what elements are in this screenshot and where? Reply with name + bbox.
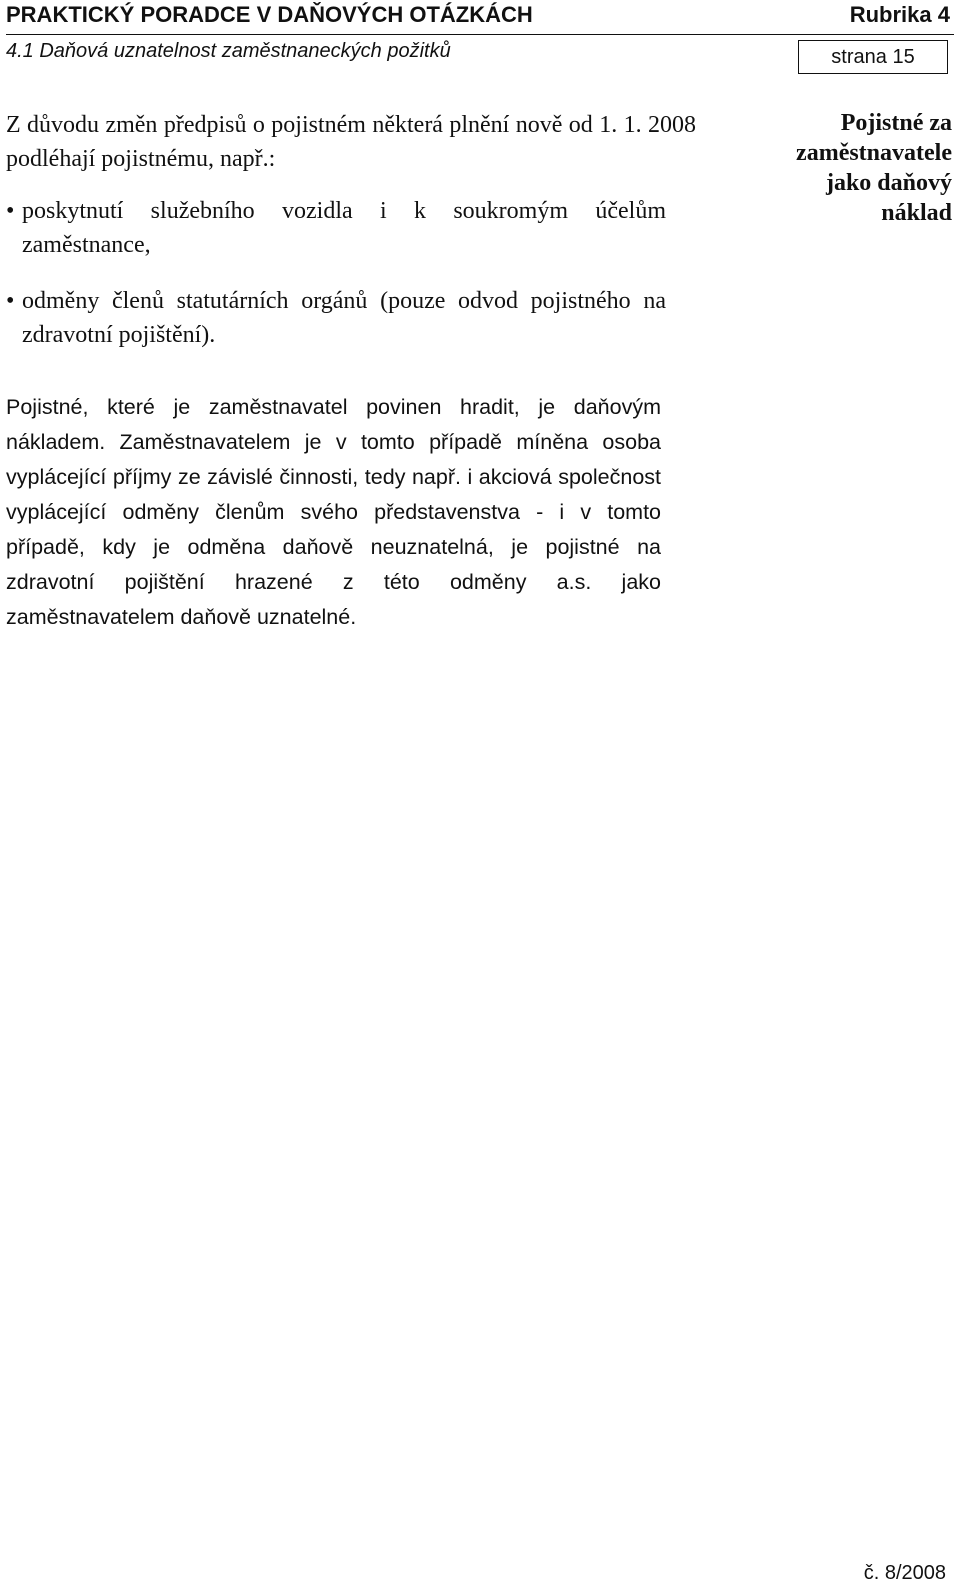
bullet-item-board-rewards [6, 284, 666, 352]
margin-note: Pojistné za zaměstnavatele jako daňový náklad [796, 110, 952, 226]
bullet-text: odměny členů statutárních orgánů (pouze odvod pojistného na zdravotní pojištění). [22, 288, 666, 348]
issue-number: č. 8/2008 [863, 1562, 946, 1584]
bullet-text: poskytnutí služebního vozidla i k soukromým účelům zaměstnance, [22, 198, 666, 258]
intro-paragraph: Z důvodu změn předpisů o pojistném některá plnění nově od 1. 1. 2008 podléhají pojistnému, např.: [6, 112, 696, 172]
bullet-dot: • [6, 198, 15, 224]
body-paragraph: Pojistné, které je zaměstnavatel povinen hradit, je daňovým nákladem. Zaměstnavatelem je v tomto případě míněna osoba vyplácející příjmy ze závislé činnosti, tedy např. i akciová společnost vyplácející odměny členům svého představenstva - i v tomto případě, kdy je odměna daňově neuznatelná, je pojistné na zdravotní pojištění hrazené z této odměny a.s. jako zaměstnavatelem daňově uznatelné. [6, 395, 661, 629]
publication-title: PRAKTICKÝ PORADCE V DAŇOVÝCH OTÁZKÁCH [6, 2, 533, 27]
rubrika-label: Rubrika 4 [849, 2, 950, 27]
bullet-item-vehicle [6, 194, 666, 262]
section-title: 4.1 Daňová uznatelnost zaměstnaneckých požitků [6, 40, 451, 62]
page-number-box: strana 15 [798, 40, 948, 74]
bullet-dot: • [6, 288, 15, 314]
header-rule [6, 34, 954, 35]
